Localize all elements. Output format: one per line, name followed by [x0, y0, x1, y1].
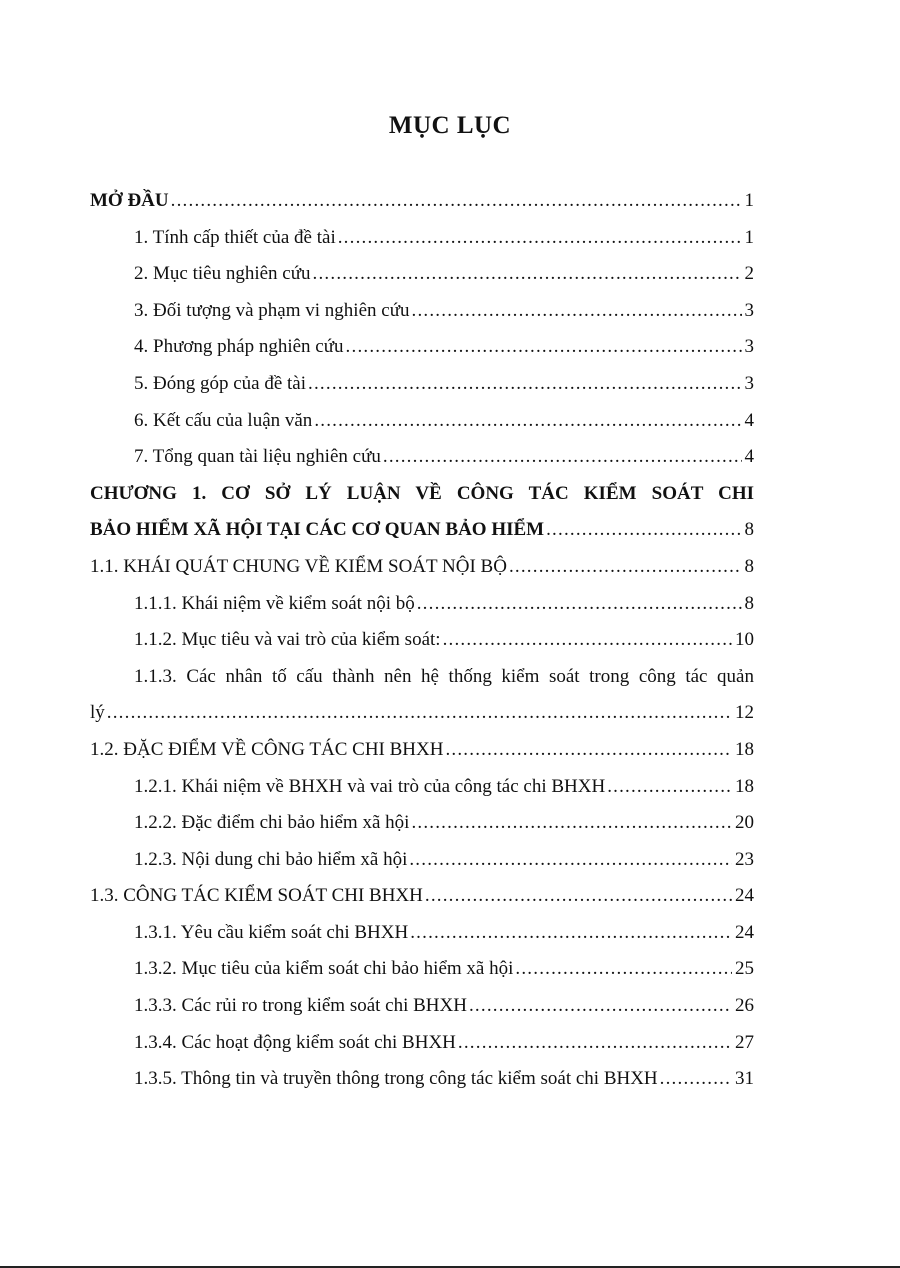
- dot-leader: [546, 519, 741, 541]
- dot-leader: [515, 958, 732, 980]
- toc-entry-text: 1.3.1. Yêu cầu kiểm soát chi BHXH: [134, 921, 409, 943]
- toc-entry-1-2-3[interactable]: [90, 849, 754, 886]
- toc-entry-1-2[interactable]: [90, 739, 754, 776]
- toc-entry-text: 5. Đóng góp của đề tài: [134, 372, 307, 394]
- toc-entry-text: BẢO HIỂM XÃ HỘI TẠI CÁC CƠ QUAN BẢO HIỂM: [90, 519, 545, 541]
- toc-page-number: 10: [735, 629, 754, 651]
- toc-page-number: 26: [735, 995, 754, 1017]
- toc-entry-2[interactable]: [90, 263, 754, 300]
- toc-entry-text: 1.1.1. Khái niệm về kiểm soát nội bộ: [134, 592, 415, 614]
- dot-leader: [410, 922, 732, 944]
- dot-leader: [313, 263, 742, 285]
- toc-page-number: 4: [744, 409, 754, 431]
- toc-entry-text: MỞ ĐẦU: [90, 190, 169, 211]
- dot-leader: [308, 373, 741, 395]
- toc-entry-1-1-1[interactable]: [90, 593, 754, 630]
- toc-page-number: 8: [744, 519, 754, 541]
- toc-page-number: 2: [744, 263, 754, 285]
- toc-page-number: 18: [735, 738, 754, 760]
- toc-entry-chapter-1-line2[interactable]: [90, 519, 754, 556]
- toc-entry-1-1[interactable]: [90, 556, 754, 593]
- toc-entry-text: 1.2.2. Đặc điểm chi bảo hiểm xã hội: [134, 812, 410, 834]
- toc-entry-3[interactable]: [90, 300, 754, 337]
- toc-page-number: 12: [735, 702, 754, 724]
- dot-leader: [509, 556, 742, 578]
- dot-leader: [107, 702, 732, 724]
- toc-page-number: 1: [744, 190, 754, 211]
- toc-page-number: 1: [744, 226, 754, 248]
- toc-page-number: 3: [744, 299, 754, 321]
- page-title: MỤC LỤC: [388, 112, 512, 139]
- toc-entry-4[interactable]: [90, 336, 754, 373]
- toc-entry-text: 7. Tổng quan tài liệu nghiên cứu: [134, 446, 381, 468]
- toc-entry-text: 1.2.3. Nội dung chi bảo hiểm xã hội: [134, 848, 408, 870]
- dot-leader: [171, 190, 742, 212]
- toc-entry-1-1-3-line2[interactable]: [90, 702, 754, 739]
- dot-leader: [409, 849, 732, 871]
- toc-entry-text: 1.1.2. Mục tiêu và vai trò của kiểm soát:: [134, 629, 441, 651]
- toc-entry-6[interactable]: [90, 410, 754, 447]
- toc-page-number: 20: [735, 812, 754, 834]
- toc-entry-text: 1.2. ĐẶC ĐIỂM VỀ CÔNG TÁC CHI BHXH: [90, 738, 444, 760]
- toc-entry-text: 1.3.3. Các rủi ro trong kiểm soát chi BHXH: [134, 995, 467, 1017]
- toc-entry-1-3-3[interactable]: [90, 995, 754, 1032]
- toc-entry-text: CHƯƠNG 1. CƠ SỞ LÝ LUẬN VỀ CÔNG TÁC KIỂM SOÁT CHI: [90, 482, 754, 504]
- toc-entry-text: 6. Kết cấu của luận văn: [134, 409, 313, 431]
- toc-entry-1[interactable]: [90, 227, 754, 264]
- dot-leader: [314, 410, 741, 432]
- dot-leader: [383, 446, 742, 468]
- toc-page-number: 8: [744, 555, 754, 577]
- toc-page-number: 8: [744, 592, 754, 614]
- toc-entry-text: 1.1.3. Các nhân tố cấu thành nên hệ thống kiểm soát trong công tác quản: [134, 665, 754, 687]
- dot-leader: [443, 629, 732, 651]
- toc-entry-mo-dau[interactable]: [90, 190, 754, 227]
- dot-leader: [346, 336, 742, 358]
- toc-entry-text: lý: [90, 702, 105, 724]
- toc-entry-text: 1.3. CÔNG TÁC KIỂM SOÁT CHI BHXH: [90, 885, 423, 907]
- dot-leader: [445, 739, 732, 761]
- toc-page-number: 27: [735, 1031, 754, 1053]
- dot-leader: [411, 812, 732, 834]
- toc-entry-text: 1.3.2. Mục tiêu của kiểm soát chi bảo hiểm xã hội: [134, 958, 514, 980]
- dot-leader: [607, 776, 732, 798]
- toc-page-number: 24: [735, 921, 754, 943]
- toc-page-number: 3: [744, 372, 754, 394]
- toc-entry-1-1-3-line1[interactable]: [90, 666, 754, 703]
- toc-entry-text: 3. Đối tượng và phạm vi nghiên cứu: [134, 299, 410, 321]
- dot-leader: [412, 300, 742, 322]
- toc-page-number: 25: [735, 958, 754, 980]
- toc-page-number: 4: [744, 446, 754, 468]
- toc-entry-text: 1.2.1. Khái niệm về BHXH và vai trò của công tác chi BHXH: [134, 775, 606, 797]
- toc-entry-text: 4. Phương pháp nghiên cứu: [134, 336, 344, 358]
- dot-leader: [417, 593, 742, 615]
- toc-page-number: 3: [744, 336, 754, 358]
- table-of-contents: [90, 190, 754, 1105]
- toc-entry-1-2-2[interactable]: [90, 812, 754, 849]
- dot-leader: [458, 1032, 732, 1054]
- toc-entry-text: 1. Tính cấp thiết của đề tài: [134, 226, 336, 248]
- toc-page-number: 23: [735, 848, 754, 870]
- toc-entry-1-2-1[interactable]: [90, 776, 754, 813]
- dot-leader: [469, 995, 732, 1017]
- dot-leader: [425, 885, 732, 907]
- toc-entry-1-3[interactable]: [90, 885, 754, 922]
- toc-entry-text: 1.3.4. Các hoạt động kiểm soát chi BHXH: [134, 1031, 456, 1053]
- dot-leader: [338, 227, 742, 249]
- toc-entry-text: 1.3.5. Thông tin và truyền thông trong công tác kiểm soát chi BHXH: [134, 1068, 658, 1090]
- toc-entry-1-1-2[interactable]: [90, 629, 754, 666]
- toc-entry-text: 2. Mục tiêu nghiên cứu: [134, 263, 311, 285]
- toc-entry-1-3-2[interactable]: [90, 958, 754, 995]
- toc-entry-1-3-4[interactable]: [90, 1032, 754, 1069]
- toc-entry-1-3-1[interactable]: [90, 922, 754, 959]
- toc-page-number: 31: [735, 1068, 754, 1090]
- toc-entry-5[interactable]: [90, 373, 754, 410]
- toc-entry-chapter-1-line1[interactable]: [90, 483, 754, 520]
- toc-page-number: 18: [735, 775, 754, 797]
- dot-leader: [660, 1068, 732, 1090]
- toc-entry-7[interactable]: [90, 446, 754, 483]
- toc-entry-text: 1.1. KHÁI QUÁT CHUNG VỀ KIỂM SOÁT NỘI BỘ: [90, 555, 507, 577]
- toc-page-number: 24: [735, 885, 754, 907]
- toc-entry-1-3-5[interactable]: [90, 1068, 754, 1105]
